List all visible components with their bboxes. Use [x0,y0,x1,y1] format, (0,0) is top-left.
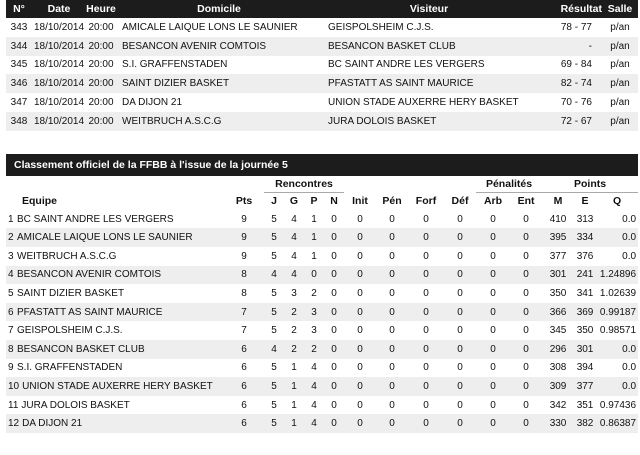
standings-team-cell [6,303,224,322]
standings-pts: 7 [224,303,264,322]
match-row [6,74,638,93]
standings-def: 0 [444,359,476,378]
standings-row [6,210,638,229]
rencontres-group-header: Rencontres [264,176,344,193]
match-domicile: BESANCON AVENIR COMTOIS [116,37,322,56]
standings-m: 350 [542,284,574,303]
standings-forf: 0 [408,359,444,378]
standings-j: 4 [264,340,284,359]
col-n-header: N [324,192,344,210]
match-num[interactable]: 346 [6,74,32,93]
standings-def: 0 [444,303,476,322]
team-name[interactable]: WEITBRUCH A.S.C.G [17,250,117,262]
standings-arb: 0 [476,284,510,303]
match-resultat: 69 - 84 [536,56,602,75]
standings-e: 334 [574,228,596,247]
standings-pts: 6 [224,340,264,359]
match-row [6,93,638,112]
standings-team-cell [6,228,224,247]
team-name[interactable]: BESANCON BASKET CLUB [17,343,145,355]
col-init-header: Init [344,192,376,210]
results-page [6,0,638,433]
standings-q: 0.0 [596,247,638,266]
col-arb-header: Arb [476,192,510,210]
team-name[interactable]: BC SAINT ANDRE LES VERGERS [17,213,174,225]
standings-pts: 8 [224,284,264,303]
standings-def: 0 [444,414,476,433]
team-name[interactable]: GEISPOLSHEIM C.J.S. [17,325,123,337]
standings-m: 345 [542,321,574,340]
standings-init: 0 [344,359,376,378]
matches-table [6,0,638,131]
col-m-header: M [542,192,574,210]
standings-init: 0 [344,414,376,433]
match-heure: 20:00 [86,74,116,93]
standings-row [6,377,638,396]
standings-m: 301 [542,266,574,285]
standings-e: 241 [574,266,596,285]
col-def-header: Déf [444,192,476,210]
standings-p: 4 [304,359,324,378]
standings-init: 0 [344,340,376,359]
match-heure: 20:00 [86,37,116,56]
standings-forf: 0 [408,210,444,229]
match-heure: 20:00 [86,56,116,75]
standings-forf: 0 [408,303,444,322]
match-row [6,37,638,56]
standings-n: 0 [324,414,344,433]
team-rank: 6 [8,306,14,318]
standings-arb: 0 [476,303,510,322]
standings-pts: 9 [224,210,264,229]
match-num[interactable]: 348 [6,112,32,131]
standings-def: 0 [444,396,476,415]
standings-e: 394 [574,359,596,378]
col-resultat-header: Résultat [536,0,602,18]
standings-row [6,266,638,285]
standings-m: 366 [542,303,574,322]
team-name[interactable]: UNION STADE AUXERRE HERY BASKET [22,380,213,392]
standings-j: 5 [264,210,284,229]
standings-p: 3 [304,303,324,322]
matches-header-row [6,0,638,18]
standings-arb: 0 [476,228,510,247]
standings-team-cell [6,266,224,285]
col-e-header: E [574,192,596,210]
standings-g: 1 [284,396,304,415]
match-visiteur: BESANCON BASKET CLUB [322,37,536,56]
standings-arb: 0 [476,377,510,396]
standings-n: 0 [324,340,344,359]
standings-n: 0 [324,284,344,303]
standings-q: 0.86387 [596,414,638,433]
standings-n: 0 [324,210,344,229]
standings-forf: 0 [408,321,444,340]
standings-ent: 0 [510,414,542,433]
standings-row [6,247,638,266]
col-j-header: J [264,192,284,210]
standings-j: 5 [264,303,284,322]
standings-pen: 0 [376,284,408,303]
standings-m: 308 [542,359,574,378]
team-name[interactable]: DA DIJON 21 [22,418,83,430]
standings-n: 0 [324,359,344,378]
standings-m: 309 [542,377,574,396]
standings-g: 3 [284,284,304,303]
match-num[interactable]: 344 [6,37,32,56]
standings-q: 0.0 [596,228,638,247]
match-heure: 20:00 [86,93,116,112]
standings-j: 5 [264,284,284,303]
team-rank: 3 [8,250,14,262]
match-visiteur: JURA DOLOIS BASKET [322,112,536,131]
standings-q: 0.97436 [596,396,638,415]
standings-init: 0 [344,377,376,396]
match-date: 18/10/2014 [32,37,86,56]
standings-pen: 0 [376,210,408,229]
standings-ent: 0 [510,247,542,266]
standings-pen: 0 [376,228,408,247]
standings-n: 0 [324,396,344,415]
col-forf-header: Forf [408,192,444,210]
standings-ent: 0 [510,377,542,396]
standings-row [6,359,638,378]
standings-pen: 0 [376,359,408,378]
team-rank: 12 [8,418,20,430]
standings-j: 5 [264,359,284,378]
team-rank: 10 [8,380,20,392]
standings-p: 2 [304,340,324,359]
standings-ent: 0 [510,284,542,303]
col-salle-header: Salle [602,0,638,18]
match-domicile: AMICALE LAIQUE LONS LE SAUNIER [116,18,322,37]
team-name[interactable]: BESANCON AVENIR COMTOIS [17,269,162,281]
standings-table [6,176,638,433]
match-resultat: - [536,37,602,56]
standings-e: 382 [574,414,596,433]
standings-arb: 0 [476,321,510,340]
standings-n: 0 [324,377,344,396]
standings-arb: 0 [476,396,510,415]
col-num-header: N° [6,0,32,18]
standings-arb: 0 [476,340,510,359]
standings-pts: 6 [224,414,264,433]
match-visiteur: PFASTATT AS SAINT MAURICE [322,74,536,93]
standings-ent: 0 [510,210,542,229]
standings-row [6,396,638,415]
standings-team-cell [6,414,224,433]
match-date: 18/10/2014 [32,93,86,112]
team-name[interactable]: JURA DOLOIS BASKET [21,399,130,411]
standings-pts: 6 [224,359,264,378]
standings-g: 4 [284,228,304,247]
match-date: 18/10/2014 [32,112,86,131]
team-rank: 5 [8,287,14,299]
col-pen-header: Pén [376,192,408,210]
match-domicile: DA DIJON 21 [116,93,322,112]
team-rank: 8 [8,343,14,355]
match-domicile: WEITBRUCH A.S.C.G [116,112,322,131]
standings-init: 0 [344,228,376,247]
standings-pen: 0 [376,396,408,415]
standings-q: 0.0 [596,377,638,396]
standings-pts: 9 [224,228,264,247]
standings-pts: 8 [224,266,264,285]
standings-team-cell [6,377,224,396]
standings-forf: 0 [408,228,444,247]
standings-init: 0 [344,284,376,303]
match-date: 18/10/2014 [32,56,86,75]
match-salle[interactable]: p/an [602,112,638,131]
standings-m: 330 [542,414,574,433]
match-resultat: 82 - 74 [536,74,602,93]
col-p-header: P [304,192,324,210]
standings-q: 0.98571 [596,321,638,340]
match-heure: 20:00 [86,112,116,131]
match-resultat: 72 - 67 [536,112,602,131]
standings-m: 395 [542,228,574,247]
standings-pts: 9 [224,247,264,266]
standings-team-cell [6,247,224,266]
standings-q: 0.0 [596,210,638,229]
team-name[interactable]: PFASTATT AS SAINT MAURICE [17,306,163,318]
standings-forf: 0 [408,377,444,396]
standings-q: 0.0 [596,340,638,359]
standings-team-cell [6,359,224,378]
standings-g: 4 [284,210,304,229]
standings-j: 5 [264,414,284,433]
standings-q: 0.99187 [596,303,638,322]
standings-init: 0 [344,210,376,229]
standings-arb: 0 [476,210,510,229]
match-row [6,112,638,131]
match-domicile: S.I. GRAFFENSTADEN [116,56,322,75]
standings-p: 2 [304,284,324,303]
standings-p: 1 [304,247,324,266]
match-date: 18/10/2014 [32,18,86,37]
standings-j: 5 [264,396,284,415]
standings-pen: 0 [376,377,408,396]
standings-pen: 0 [376,340,408,359]
standings-p: 1 [304,228,324,247]
col-pts-header: Pts [224,192,264,210]
standings-e: 350 [574,321,596,340]
standings-g: 1 [284,414,304,433]
standings-def: 0 [444,247,476,266]
standings-e: 377 [574,377,596,396]
team-rank: 11 [8,399,19,411]
standings-def: 0 [444,266,476,285]
col-ent-header: Ent [510,192,542,210]
standings-q: 0.0 [596,359,638,378]
standings-init: 0 [344,321,376,340]
standings-j: 5 [264,321,284,340]
team-rank: 7 [8,325,14,337]
standings-ent: 0 [510,228,542,247]
standings-row [6,321,638,340]
team-name[interactable]: AMICALE LAIQUE LONS LE SAUNIER [17,232,193,244]
standings-e: 301 [574,340,596,359]
standings-ent: 0 [510,396,542,415]
standings-e: 313 [574,210,596,229]
standings-arb: 0 [476,266,510,285]
match-salle[interactable]: p/an [602,56,638,75]
team-rank: 1 [8,213,14,225]
standings-row [6,340,638,359]
standings-m: 410 [542,210,574,229]
col-equipe-header: Equipe [6,192,224,210]
standings-g: 4 [284,247,304,266]
standings-init: 0 [344,266,376,285]
standings-pen: 0 [376,266,408,285]
standings-def: 0 [444,284,476,303]
standings-e: 369 [574,303,596,322]
standings-g: 1 [284,359,304,378]
standings-ent: 0 [510,266,542,285]
match-visiteur: GEISPOLSHEIM C.J.S. [322,18,536,37]
standings-pen: 0 [376,414,408,433]
standings-arb: 0 [476,359,510,378]
standings-ent: 0 [510,303,542,322]
standings-g: 4 [284,266,304,285]
col-domicile-header: Domicile [116,0,322,18]
match-salle[interactable]: p/an [602,74,638,93]
standings-forf: 0 [408,414,444,433]
standings-pts: 6 [224,396,264,415]
standings-forf: 0 [408,396,444,415]
standings-init: 0 [344,396,376,415]
standings-g: 2 [284,321,304,340]
match-salle[interactable]: p/an [602,93,638,112]
match-num[interactable]: 345 [6,56,32,75]
team-name[interactable]: SAINT DIZIER BASKET [17,287,125,299]
match-date: 18/10/2014 [32,74,86,93]
standings-forf: 0 [408,284,444,303]
standings-forf: 0 [408,247,444,266]
standings-m: 296 [542,340,574,359]
standings-n: 0 [324,303,344,322]
standings-pen: 0 [376,321,408,340]
standings-m: 342 [542,396,574,415]
standings-row [6,228,638,247]
standings-pen: 0 [376,247,408,266]
team-rank: 4 [8,269,14,281]
col-visiteur-header: Visiteur [322,0,536,18]
col-heure-header: Heure [86,0,116,18]
standings-arb: 0 [476,414,510,433]
team-rank: 9 [8,362,14,374]
standings-team-cell [6,321,224,340]
standings-forf: 0 [408,340,444,359]
match-row [6,56,638,75]
standings-q: 1.24896 [596,266,638,285]
standings-g: 2 [284,303,304,322]
standings-j: 5 [264,247,284,266]
standings-title: Classement officiel de la FFBB à l'issue de la journée 5 [6,154,638,176]
standings-pen: 0 [376,303,408,322]
match-salle[interactable]: p/an [602,37,638,56]
standings-row [6,284,638,303]
standings-g: 1 [284,377,304,396]
standings-team-cell [6,396,224,415]
match-salle[interactable]: p/an [602,18,638,37]
standings-ent: 0 [510,321,542,340]
match-visiteur: UNION STADE AUXERRE HERY BASKET [322,93,536,112]
standings-team-cell [6,284,224,303]
col-date-header: Date [32,0,86,18]
match-num[interactable]: 347 [6,93,32,112]
standings-ent: 0 [510,359,542,378]
standings-team-cell [6,210,224,229]
standings-j: 5 [264,228,284,247]
team-name[interactable]: S.I. GRAFFENSTADEN [17,362,123,374]
match-row [6,18,638,37]
match-resultat: 78 - 77 [536,18,602,37]
standings-j: 5 [264,377,284,396]
standings-p: 3 [304,321,324,340]
match-num[interactable]: 343 [6,18,32,37]
standings-init: 0 [344,247,376,266]
col-g-header: G [284,192,304,210]
standings-pts: 6 [224,377,264,396]
standings-n: 0 [324,247,344,266]
standings-forf: 0 [408,266,444,285]
col-q-header: Q [596,192,638,210]
standings-p: 1 [304,210,324,229]
match-resultat: 70 - 76 [536,93,602,112]
standings-row [6,414,638,433]
match-domicile: SAINT DIZIER BASKET [116,74,322,93]
team-rank: 2 [8,232,14,244]
standings-n: 0 [324,228,344,247]
standings-g: 2 [284,340,304,359]
standings-def: 0 [444,340,476,359]
standings-p: 0 [304,266,324,285]
standings-pts: 7 [224,321,264,340]
standings-p: 4 [304,414,324,433]
standings-def: 0 [444,377,476,396]
standings-arb: 0 [476,247,510,266]
standings-e: 341 [574,284,596,303]
standings-n: 0 [324,321,344,340]
standings-e: 376 [574,247,596,266]
points-group-header: Points [542,176,638,193]
penalites-group-header: Pénalités [476,176,542,193]
standings-def: 0 [444,228,476,247]
match-visiteur: BC SAINT ANDRE LES VERGERS [322,56,536,75]
standings-p: 4 [304,377,324,396]
standings-row [6,303,638,322]
standings-def: 0 [444,210,476,229]
standings-e: 351 [574,396,596,415]
standings-p: 4 [304,396,324,415]
match-heure: 20:00 [86,18,116,37]
standings-q: 1.02639 [596,284,638,303]
standings-n: 0 [324,266,344,285]
standings-ent: 0 [510,340,542,359]
standings-j: 4 [264,266,284,285]
standings-init: 0 [344,303,376,322]
standings-team-cell [6,340,224,359]
standings-def: 0 [444,321,476,340]
standings-m: 377 [542,247,574,266]
